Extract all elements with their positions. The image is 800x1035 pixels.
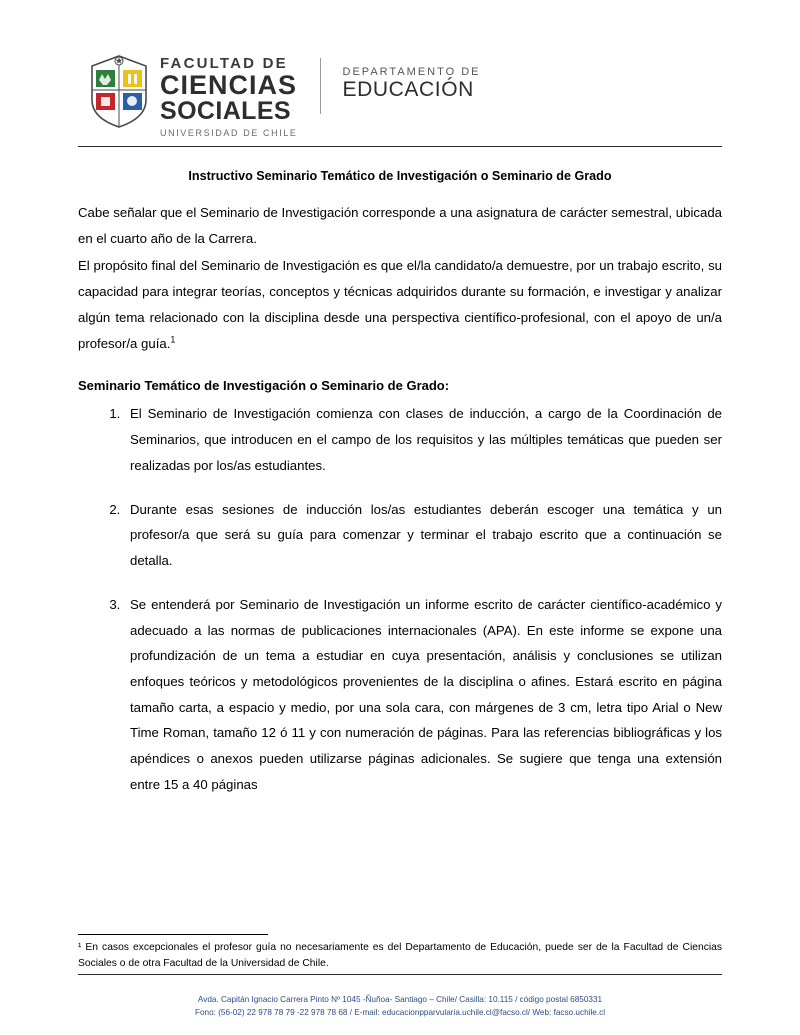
paragraph-2-text: El propósito final del Seminario de Investigación es que el/la candidato/a demuestre, por un trabajo escrito, su capacidad para integrar teorías, conceptos y técnicas adquiridos durante su formación, e investigar y analizar algún tema relacionado con la disciplina desde una perspectiva científico-profesional, con el apoyo de un/a profesor/a guía. [78, 258, 722, 351]
paragraph-2 [78, 253, 722, 356]
footer-rule [78, 974, 722, 975]
footnote-rule [78, 934, 268, 935]
faculty-line-1: FACULTAD DE [160, 55, 288, 72]
university-crest-icon [88, 52, 150, 130]
department-name [343, 52, 481, 101]
footnote-area [78, 934, 722, 972]
department-line-2: EDUCACIÓN [342, 78, 474, 102]
faculty-line-2: CIENCIAS [160, 69, 298, 100]
footnote-text: ¹ En casos excepcionales el profesor guía no necesariamente es del Departamento de Educación, puede ser de la Facultad de Ciencias Sociales o de otra Facultad de la Universidad de Chile. [78, 942, 722, 970]
faculty-line-4: UNIVERSIDAD DE CHILE [160, 127, 298, 138]
faculty-line-3: SOCIALES [160, 97, 291, 126]
footer-line-1: Avda. Capitán Ignacio Carrera Pinto Nº 1045 -Ñuñoa- Santiago – Chile/ Casilla: 10.115 / código postal 6850331 [197, 994, 603, 1004]
numbered-list [78, 401, 722, 797]
section-heading: Seminario Temático de Investigación o Seminario de Grado: [78, 378, 450, 394]
list-item: 2. Durante esas sesiones de inducción los/as estudiantes deberán escoger una temática y un profesor/a que será su guía para comenzar y terminar el trabajo escrito que a continuación se detalla. [124, 497, 722, 574]
paragraph-1: Cabe señalar que el Seminario de Investigación corresponde a una asignatura de carácter semestral, ubicada en el cuarto año de la Carrera. [78, 205, 722, 246]
logo-divider [320, 58, 321, 114]
header-rule [78, 146, 722, 147]
institutional-logo [88, 52, 722, 140]
footnote-marker: 1 [170, 334, 176, 345]
footer-line-2: Fono: (56-02) 22 978 78 79 -22 978 78 68 / E-mail: educacionpparvularia.uchile.cl@facso.cl/ Web: facso.uchile.cl [194, 1007, 606, 1017]
list-item: 1. El Seminario de Investigación comienza con clases de inducción, a cargo de la Coordinación de Seminarios, que introducen en el campo de los requisitos y las múltiples temáticas que pueden ser realizadas por los/as estudiantes. [124, 401, 722, 478]
page-title: Instructivo Seminario Temático de Investigación o Seminario de Grado [188, 169, 612, 183]
faculty-name [160, 52, 298, 138]
page-footer [0, 993, 800, 1019]
list-item: 3. Se entenderá por Seminario de Investigación un informe escrito de carácter científico-académico y adecuado a las normas de publicaciones internacionales (APA). En este informe se expone una profundización de un tema a estudiar en cuya presentación, análisis y conclusiones se utilizan enfoques teóricos y metodológicos provenientes de la disciplina o afines. Estará escrito en página tamaño carta, a espacio y medio, por una sola cara, con márgenes de 3 cm, letra tipo Arial o New Time Roman, tamaño 12 ó 11 y con numeración de páginas. Para las referencias bibliográficas y los apéndices o anexos pueden utilizarse páginas adicionales. Se sugiere que tenga una extensión entre 15 a 40 páginas [124, 592, 722, 798]
department-line-1: DEPARTAMENTO DE [342, 66, 481, 78]
